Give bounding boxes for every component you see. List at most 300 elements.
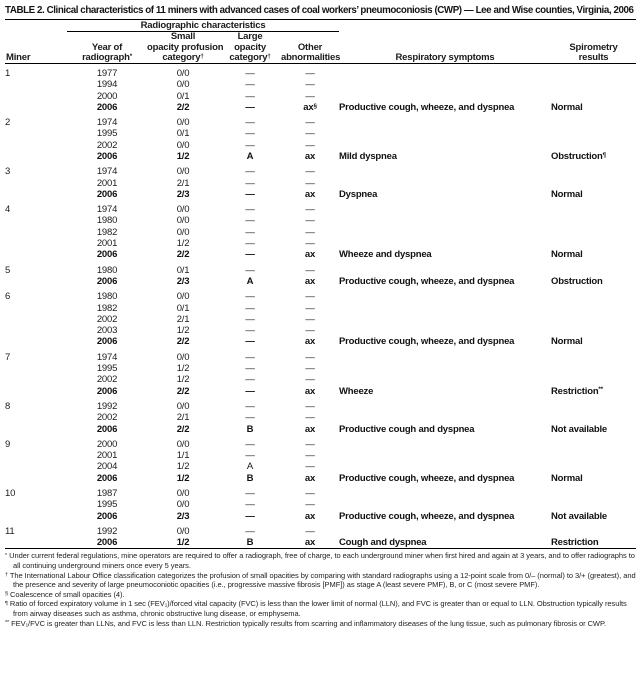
column-header-miner: Miner (5, 32, 67, 64)
cell-spirometry-empty (551, 450, 636, 461)
cell-small: 1/2 (176, 472, 190, 484)
cell-year: 1995 (96, 363, 118, 375)
cell-large: — (245, 438, 255, 450)
cell-year: 2006 (96, 275, 118, 287)
column-header-spirometry: Spirometry results (551, 32, 636, 64)
cell-other: — (305, 525, 315, 537)
table-row-miner-9-2000 (5, 435, 636, 450)
cell-other: ax§ (303, 101, 317, 113)
cell-large: — (245, 264, 255, 276)
cell-large: — (245, 412, 255, 424)
cell-symptoms-empty (339, 303, 551, 314)
cell-small: 1/1 (176, 450, 190, 462)
cell-spirometry-empty (551, 162, 636, 177)
cell-miner-empty (5, 189, 67, 200)
cell-symptoms: Dyspnea (339, 188, 378, 200)
cell-small: 0/0 (176, 139, 190, 151)
cell-year: 2002 (96, 139, 118, 151)
cell-large: B (246, 423, 254, 435)
spanner-row (5, 20, 636, 32)
cell-year: 2006 (96, 510, 118, 522)
cell-spirometry-empty (551, 91, 636, 102)
cell-small: 2/1 (176, 412, 190, 424)
cell-symptoms-empty (339, 348, 551, 363)
cell-large: — (245, 525, 255, 537)
table-row-miner-4-1980 (5, 215, 636, 226)
cell-symptoms-empty (339, 140, 551, 151)
cell-symptoms-empty (339, 128, 551, 139)
cell-other: — (305, 139, 315, 151)
cell-year: 1974 (96, 204, 118, 216)
cell-symptoms-empty (339, 314, 551, 325)
cell-other: — (305, 215, 315, 227)
cell-large: — (245, 204, 255, 216)
cell-year: 1995 (96, 128, 118, 140)
cell-year: 1982 (96, 226, 118, 238)
cell-miner-empty (5, 374, 67, 385)
cell-year: 2000 (96, 438, 118, 450)
cell-small: 2/3 (176, 188, 190, 200)
cell-spirometry: Not available (551, 510, 608, 522)
cell-miner-empty (5, 325, 67, 336)
cell-large: — (245, 166, 255, 178)
cell-miner-empty (5, 499, 67, 510)
spanner-radiographic-characteristics (67, 20, 339, 32)
table-row-miner-5-1980 (5, 261, 636, 276)
cell-year: 1980 (96, 264, 118, 276)
table-row-miner-11-2006 (5, 537, 636, 549)
cell-large: — (245, 79, 255, 91)
table-row-miner-2-2002 (5, 140, 636, 151)
cell-year: 1992 (96, 400, 118, 412)
cell-other: — (305, 438, 315, 450)
cell-miner: 9 (5, 438, 11, 450)
cell-small: 1/2 (176, 325, 190, 337)
cell-year: 1980 (96, 291, 118, 303)
cell-large: — (245, 385, 255, 397)
cell-year: 2002 (96, 313, 118, 325)
cell-miner: 3 (5, 166, 11, 178)
cell-year: 2006 (96, 249, 118, 261)
cell-small: 1/2 (176, 374, 190, 386)
cell-large: — (245, 499, 255, 511)
table-row-miner-6-1982 (5, 303, 636, 314)
cell-miner-empty (5, 473, 67, 484)
cell-year: 2002 (96, 374, 118, 386)
spanner-spacer-left (5, 20, 67, 32)
cell-symptoms: Wheeze and dyspnea (339, 249, 432, 261)
cell-miner-empty (5, 412, 67, 423)
cell-symptoms-empty (339, 162, 551, 177)
table-row-miner-2-1995 (5, 128, 636, 139)
cell-small: 2/2 (176, 249, 190, 261)
cell-symptoms-empty (339, 79, 551, 90)
cell-symptoms: Productive cough, wheeze, and dyspnea (339, 510, 515, 522)
cell-symptoms-empty (339, 484, 551, 499)
cell-small: 0/0 (176, 226, 190, 238)
cell-other: ax (304, 275, 316, 287)
footnote-section: § Coalescence of small opacities (4). (5, 589, 125, 599)
table-row-miner-10-2006 (5, 511, 636, 522)
cell-spirometry-empty (551, 412, 636, 423)
cell-large: — (245, 302, 255, 314)
cell-year: 2001 (96, 238, 118, 250)
cell-other: ax (304, 336, 316, 348)
table-row-miner-3-2001 (5, 178, 636, 189)
cell-large: — (245, 325, 255, 337)
cell-year: 1977 (96, 67, 118, 79)
cell-year: 2006 (96, 188, 118, 200)
cell-large: — (245, 117, 255, 129)
cell-year: 2006 (96, 150, 118, 162)
table-title: TABLE 2. Clinical characteristics of 11 miners with advanced cases of coal workers’ pneumoconiosis (CWP) — Lee and Wise counties, Virginia, 2006 (5, 4, 634, 16)
cell-miner: 1 (5, 67, 11, 79)
cell-symptoms-empty (339, 63, 551, 79)
cell-spirometry-empty (551, 200, 636, 215)
cell-large: A (246, 461, 254, 473)
cell-spirometry-empty (551, 499, 636, 510)
cell-year: 2001 (96, 177, 118, 189)
cell-symptoms-empty (339, 522, 551, 537)
cell-small: 0/0 (176, 438, 190, 450)
cell-other: — (305, 177, 315, 189)
column-header-symptoms: Respiratory symptoms (339, 32, 551, 64)
cell-miner-empty (5, 386, 67, 397)
cell-other: — (305, 302, 315, 314)
cell-symptoms-empty (339, 374, 551, 385)
column-header-row (5, 32, 636, 64)
cell-spirometry: Normal (551, 336, 583, 348)
cell-large: — (245, 488, 255, 499)
cell-miner-empty (5, 424, 67, 435)
cell-other: ax (304, 510, 316, 522)
cell-small: 2/2 (176, 101, 190, 113)
footnote-double-asterisk: ** FEV₁/FVC is greater than LLNs, and FVC is less than LLN. Restriction typically results from scarring and inflammatory diseases of the lung tissue, such as pulmonary fibrosis or CWP. (5, 618, 606, 628)
cell-other: ax (304, 188, 316, 200)
cell-small: 0/0 (176, 525, 190, 537)
cell-year: 1974 (96, 351, 118, 363)
cell-other: ax (304, 423, 316, 435)
cell-miner-empty (5, 215, 67, 226)
cell-small: 2/1 (176, 313, 190, 325)
cell-miner-empty (5, 537, 67, 549)
cell-large: — (245, 291, 255, 303)
cell-other: — (305, 313, 315, 325)
cell-miner-empty (5, 461, 67, 472)
cell-miner-empty (5, 227, 67, 238)
cell-year: 1992 (96, 525, 118, 537)
cell-small: 1/2 (176, 150, 190, 162)
footnote-asterisk: * Under current federal regulations, mine operators are required to offer a radiograph, free of charge, to each underground miner when first hired and again at 3 years, and to offer radiographs to all continuing underground miners once every 5 years. (5, 551, 635, 571)
cell-spirometry-empty (551, 178, 636, 189)
cell-large: — (245, 90, 255, 102)
cell-symptoms-empty (339, 412, 551, 423)
cell-symptoms-empty (339, 113, 551, 128)
cell-spirometry-empty (551, 227, 636, 238)
cell-miner-empty (5, 151, 67, 162)
table-row-miner-6-1980 (5, 287, 636, 302)
cell-miner-empty (5, 140, 67, 151)
cell-spirometry-empty (551, 363, 636, 374)
table-row-miner-7-2002 (5, 374, 636, 385)
cell-spirometry-empty (551, 348, 636, 363)
cell-small: 2/2 (176, 336, 190, 348)
footnotes-block (5, 551, 636, 628)
cell-spirometry-empty (551, 215, 636, 226)
cell-symptoms-empty (339, 363, 551, 374)
cell-other: — (305, 90, 315, 102)
cell-symptoms-empty (339, 200, 551, 215)
cell-small: 0/0 (176, 351, 190, 363)
footnote-pilcrow: ¶ Ratio of forced expiratory volume in 1 sec (FEV₁)/forced vital capacity (FVC) is less than the lower limit of normal (LLN), and FVC is greater than or equal to LLN. Obstruction typically results from airway diseases such as asthma, chronic obstructive lung disease, or emphysema. (5, 599, 627, 619)
cell-spirometry-empty (551, 325, 636, 336)
cell-spirometry-empty (551, 314, 636, 325)
cell-symptoms-empty (339, 461, 551, 472)
cell-small: 0/0 (176, 79, 190, 91)
table-row-miner-2-2006 (5, 151, 636, 162)
cell-spirometry: Normal (551, 101, 583, 113)
spanner-spacer-symptoms (339, 20, 551, 32)
table-row-miner-10-1987 (5, 484, 636, 499)
cell-other: ax (304, 249, 316, 261)
cell-miner-empty (5, 303, 67, 314)
spanner-label: Radiographic characteristics (140, 20, 266, 32)
cell-year: 2006 (96, 101, 118, 113)
cell-spirometry-empty (551, 461, 636, 472)
cell-small: 1/2 (176, 363, 190, 375)
table-row-miner-6-2002 (5, 314, 636, 325)
cell-spirometry-empty (551, 287, 636, 302)
table-row-miner-7-2006 (5, 386, 636, 397)
cell-miner-empty (5, 178, 67, 189)
cell-small: 0/0 (176, 215, 190, 227)
table-row-miner-8-1992 (5, 397, 636, 412)
cell-spirometry-empty (551, 261, 636, 276)
column-header-large: Large opacity category† (219, 32, 281, 64)
cell-symptoms-empty (339, 178, 551, 189)
cell-spirometry-empty (551, 522, 636, 537)
table-row-miner-4-2006 (5, 249, 636, 260)
cell-miner-empty (5, 511, 67, 522)
column-header-other: Other abnormalities (281, 32, 339, 64)
cell-miner-empty (5, 128, 67, 139)
cell-spirometry-empty (551, 128, 636, 139)
table-row-miner-9-2006 (5, 473, 636, 484)
cell-symptoms-empty (339, 261, 551, 276)
cell-miner-empty (5, 450, 67, 461)
cell-large: — (245, 226, 255, 238)
table-row-miner-1-1977 (5, 63, 636, 79)
cell-year: 2006 (96, 472, 118, 484)
cell-large: — (245, 67, 255, 79)
cell-year: 1982 (96, 302, 118, 314)
cell-spirometry: Obstruction (551, 275, 603, 287)
cell-symptoms-empty (339, 499, 551, 510)
cell-miner: 6 (5, 291, 11, 303)
table-row-miner-4-2001 (5, 238, 636, 249)
cell-other: — (305, 488, 315, 499)
table-row-miner-8-2006 (5, 424, 636, 435)
cell-small: 0/1 (176, 90, 190, 102)
cell-spirometry-empty (551, 435, 636, 450)
cell-symptoms-empty (339, 287, 551, 302)
cell-small: 2/3 (176, 275, 190, 287)
cell-large: — (245, 351, 255, 363)
cell-other: — (305, 79, 315, 91)
cell-small: 0/0 (176, 488, 190, 499)
cell-symptoms-empty (339, 227, 551, 238)
cell-small: 0/0 (176, 117, 190, 129)
cell-other: — (305, 128, 315, 140)
cell-small: 1/2 (176, 238, 190, 250)
cell-year: 2002 (96, 412, 118, 424)
table-row-miner-10-1995 (5, 499, 636, 510)
cell-year: 1995 (96, 499, 118, 511)
cell-spirometry: Normal (551, 472, 583, 484)
cell-large: — (245, 177, 255, 189)
table-row-miner-5-2006 (5, 276, 636, 287)
cell-miner: 4 (5, 204, 11, 216)
cell-large: — (245, 238, 255, 250)
cell-large: — (245, 510, 255, 522)
cell-large: — (245, 374, 255, 386)
cell-small: 2/1 (176, 177, 190, 189)
table-row-miner-11-1992 (5, 522, 636, 537)
cell-symptoms-empty (339, 450, 551, 461)
cell-miner-empty (5, 336, 67, 347)
cell-miner: 8 (5, 400, 11, 412)
cell-year: 1974 (96, 117, 118, 129)
cell-miner: 5 (5, 264, 11, 276)
cell-year: 1974 (96, 166, 118, 178)
cell-spirometry-empty (551, 484, 636, 499)
cell-large: — (245, 101, 255, 113)
cell-spirometry: Restriction** (551, 385, 603, 397)
cell-other: — (305, 166, 315, 178)
cell-large: A (246, 150, 254, 162)
cell-symptoms: Wheeze (339, 385, 374, 397)
cell-symptoms: Productive cough, wheeze, and dyspnea (339, 336, 515, 348)
cell-spirometry: Normal (551, 188, 583, 200)
cell-spirometry-empty (551, 140, 636, 151)
cell-spirometry: Obstruction¶ (551, 150, 606, 162)
cell-spirometry: Normal (551, 249, 583, 261)
cell-large: — (245, 128, 255, 140)
cell-other: — (305, 117, 315, 129)
cell-miner-empty (5, 363, 67, 374)
cell-small: 0/0 (176, 67, 190, 79)
cell-spirometry-empty (551, 63, 636, 79)
cell-large: — (245, 336, 255, 348)
cell-small: 0/0 (176, 204, 190, 216)
cell-other: — (305, 264, 315, 276)
cell-miner: 7 (5, 351, 11, 363)
cell-symptoms-empty (339, 238, 551, 249)
cell-other: ax (304, 385, 316, 397)
cell-spirometry-empty (551, 374, 636, 385)
spanner-spacer-spirometry (551, 20, 636, 32)
cell-symptoms: Productive cough, wheeze, and dyspnea (339, 275, 515, 287)
cell-year: 2006 (96, 385, 118, 397)
cell-other: — (305, 450, 315, 462)
cell-small: 2/3 (176, 510, 190, 522)
cell-miner-empty (5, 238, 67, 249)
cell-miner: 10 (5, 488, 16, 499)
table-row-miner-1-2000 (5, 91, 636, 102)
table-row-miner-6-2003 (5, 325, 636, 336)
cell-other: ax (304, 150, 316, 162)
cell-year: 1987 (96, 488, 118, 499)
cell-year: 2001 (96, 450, 118, 462)
cell-spirometry-empty (551, 397, 636, 412)
table-row-miner-9-2004 (5, 461, 636, 472)
cell-small: 2/2 (176, 423, 190, 435)
cell-large: — (245, 188, 255, 200)
cell-other: — (305, 400, 315, 412)
cell-small: 0/1 (176, 264, 190, 276)
cell-large: B (246, 472, 254, 484)
cell-symptoms-empty (339, 397, 551, 412)
table-row-miner-3-1974 (5, 162, 636, 177)
cell-large: — (245, 400, 255, 412)
cell-year: 2006 (96, 537, 118, 549)
table-row-miner-9-2001 (5, 450, 636, 461)
table-row-miner-4-1982 (5, 227, 636, 238)
table-header (5, 20, 636, 64)
cell-other: ax (304, 537, 316, 549)
cell-miner-empty (5, 102, 67, 113)
cell-year: 2003 (96, 325, 118, 337)
cell-symptoms: Productive cough and dyspnea (339, 423, 475, 435)
cell-large: — (245, 450, 255, 462)
table-row-miner-1-1994 (5, 79, 636, 90)
cell-miner-empty (5, 314, 67, 325)
table-row-miner-1-2006 (5, 102, 636, 113)
cell-small: 0/1 (176, 128, 190, 140)
cell-symptoms: Mild dyspnea (339, 150, 397, 162)
column-header-small: Small opacity profusion category† (147, 31, 224, 63)
cell-year: 2004 (96, 461, 118, 473)
cell-symptoms-empty (339, 435, 551, 450)
cell-spirometry-empty (551, 303, 636, 314)
cell-small: 0/0 (176, 166, 190, 178)
cell-other: ax (304, 472, 316, 484)
cell-spirometry-empty (551, 79, 636, 90)
table-row-miner-3-2006 (5, 189, 636, 200)
table-row-miner-7-1974 (5, 348, 636, 363)
cell-year: 1994 (96, 79, 118, 91)
cell-symptoms-empty (339, 325, 551, 336)
cell-large: — (245, 139, 255, 151)
cell-other: — (305, 238, 315, 250)
cell-miner-empty (5, 79, 67, 90)
cell-other: — (305, 351, 315, 363)
cell-year: 2006 (96, 336, 118, 348)
cell-symptoms-empty (339, 91, 551, 102)
cell-other: — (305, 461, 315, 473)
cell-miner-empty (5, 276, 67, 287)
cell-small: 2/2 (176, 385, 190, 397)
cell-spirometry: Not available (551, 423, 608, 435)
cell-other: — (305, 67, 315, 79)
table-row-miner-4-1974 (5, 200, 636, 215)
cell-year: 2000 (96, 90, 118, 102)
cell-symptoms-empty (339, 215, 551, 226)
cell-other: — (305, 363, 315, 375)
cell-small: 1/2 (176, 537, 190, 549)
cell-other: — (305, 325, 315, 337)
footnote-dagger: † The International Labour Office classification categorizes the profusion of small opacities by comparing with standard radiographs using a 12-point scale from 0/– (normal) to 3/+ (greatest), and the presence and severity of large pneumoconiotic opacities (i.e., progressive massive fibrosis [PMF]) as stage A (least severe PMF), B, or C (most severe PMF). (5, 570, 636, 590)
